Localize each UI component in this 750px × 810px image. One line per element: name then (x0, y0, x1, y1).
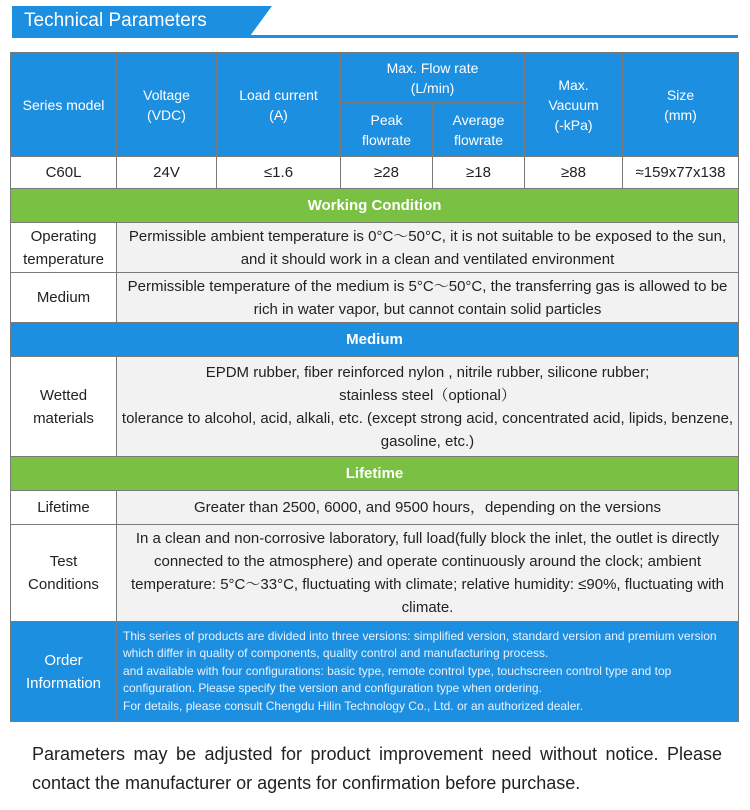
footer-note: Parameters may be adjusted for product improvement need without notice. Please contact the manufacturer or agents for confirmation before purchase. (32, 744, 722, 793)
th-peak-flowrate: Peak flowrate (341, 103, 433, 157)
cell-max-vacuum: ≥88 (525, 157, 623, 189)
medium-heading: Medium (11, 323, 739, 357)
test-conditions-label: Test Conditions (11, 525, 117, 622)
cell-average-flowrate: ≥18 (433, 157, 525, 189)
th-max-vacuum: Max. Vacuum (-kPa) (525, 53, 623, 157)
cell-size: ≈159x77x138 (623, 157, 739, 189)
cell-peak-flowrate: ≥28 (341, 157, 433, 189)
header-underline (12, 35, 738, 38)
order-information-text: This series of products are divided into three versions: simplified version, standard version and premium version which differ in quality of components, quality control and manufacturing process. and available with four configurations: basic type, remote control type, touchscreen control type and top configuration. Please specify the version and configuration type when ordering. For details, please consult Chengdu Hilin Technology Co., Ltd. or an authorized dealer. (117, 622, 739, 722)
th-series-model: Series model (11, 53, 117, 157)
lifetime-heading: Lifetime (11, 457, 739, 491)
test-conditions-value: In a clean and non-corrosive laboratory, full load(fully block the inlet, the outlet is directly connected to the atmosphere) and operate continuously around the clock; ambient temperature: 5°C～33°C, fluctuating with climate; relative humidity: ≤90%, fluctuating with climate. (117, 525, 739, 622)
wetted-materials-value: EPDM rubber, fiber reinforced nylon , nitrile rubber, silicone rubber; stainless steel（optional） tolerance to alcohol, acid, alkali, etc. (except strong acid, concentrated acid, lipids, benzene, gasoline, etc.) (117, 357, 739, 457)
operating-temperature-value: Permissible ambient temperature is 0°C～50°C, it is not suitable to be exposed to the sun, and it should work in a clean and ventilated environment (117, 223, 739, 273)
operating-temperature-label: Operating temperature (11, 223, 117, 273)
th-average-flowrate: Average flowrate (433, 103, 525, 157)
parameters-table (10, 52, 739, 722)
th-load-current: Load current (A) (217, 53, 341, 157)
lifetime-value: Greater than 2500, 6000, and 9500 hours，depending on the versions (117, 491, 739, 525)
header-title: Technical Parameters (24, 10, 207, 31)
order-information-label: Order Information (11, 622, 117, 722)
th-size: Size (mm) (623, 53, 739, 157)
model-row (11, 157, 739, 189)
wetted-materials-label: Wetted materials (11, 357, 117, 457)
section-header (0, 0, 750, 40)
th-voltage: Voltage (VDC) (117, 53, 217, 157)
medium-label: Medium (11, 273, 117, 323)
working-condition-heading: Working Condition (11, 189, 739, 223)
cell-series-model: C60L (11, 157, 117, 189)
cell-load-current: ≤1.6 (217, 157, 341, 189)
lifetime-label: Lifetime (11, 491, 117, 525)
cell-voltage: 24V (117, 157, 217, 189)
medium-value: Permissible temperature of the medium is 5°C～50°C, the transferring gas is allowed to be rich in water vapor, but cannot contain solid particles (117, 273, 739, 323)
th-max-flow: Max. Flow rate (L/min) (341, 53, 525, 103)
